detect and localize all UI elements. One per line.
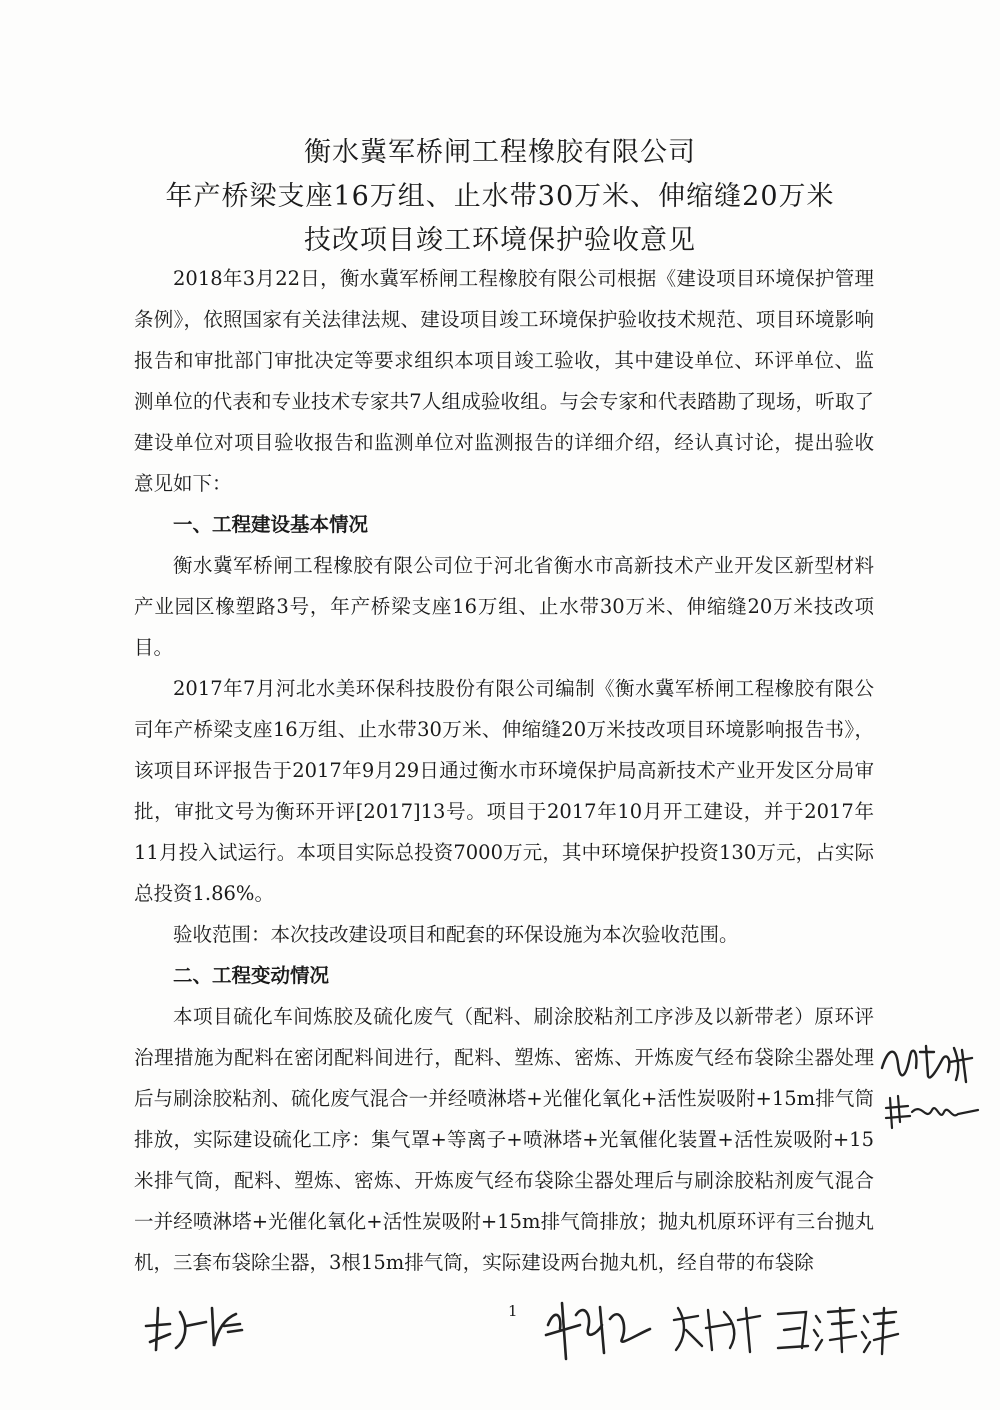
title-project: 年产桥梁支座16万组、止水带30万米、伸缩缝20万米 bbox=[165, 181, 835, 212]
section2-heading: 二、工程变动情况 bbox=[173, 964, 330, 987]
signature-right-top bbox=[876, 1038, 976, 1088]
intro-paragraph: 2018年3月22日，衡水冀军桥闸工程橡胶有限公司根据《建设项目环境保护管理条例》，依照国家有关法律法规、建设项目竣工环境保护验收技术规范、项目环境影响报告和审批部门审批决定等要求组织本项目竣工验收，其中建设单位、环评单位、监测单位的代表和专业技术专家共7人组成验收组。与会专家和代表踏勘了现场，听取了建设单位对项目验收报告和监测单位对监测报告的详细介绍，经认真讨论，提出验收意见如下： bbox=[134, 267, 874, 495]
signature-bottom-2 bbox=[668, 1300, 768, 1360]
section2-paragraph-changes: 本项目硫化车间炼胶及硫化废气（配料、刷涂胶粘剂工序涉及以新带老）原环评治理措施为配料在密闭配料间进行，配料、塑炼、密炼、开炼废气经布袋除尘器处理后与刷涂胶粘剂、硫化废气混合一并经喷淋塔+光催化氧化+活性炭吸附+15m排气筒排放，实际建设硫化工序：集气罩+等离子+喷淋塔+光氧催化装置+活性炭吸附+15米排气筒，配料、塑炼、密炼、开炼废气经布袋除尘器处理后与刷涂胶粘剂废气混合一并经喷淋塔+光催化氧化+活性炭吸附+15m排气筒排放；抛丸机原环评有三台抛丸机，三套布袋除尘器，3根15m排气筒，实际建设两台抛丸机，经自带的布袋除 bbox=[134, 1005, 874, 1274]
section1-paragraph-scope: 验收范围：本次技改建设项目和配套的环保设施为本次验收范围。 bbox=[173, 923, 739, 946]
signature-bottom-left bbox=[140, 1298, 250, 1358]
page-number: 1 bbox=[508, 1302, 518, 1320]
signature-right-bottom bbox=[882, 1092, 982, 1136]
signature-bottom-3 bbox=[772, 1300, 902, 1360]
section1-heading: 一、工程建设基本情况 bbox=[173, 513, 369, 536]
signature-bottom-1 bbox=[540, 1295, 660, 1365]
document-body bbox=[134, 258, 874, 1283]
title-company: 衡水冀军桥闸工程橡胶有限公司 bbox=[304, 137, 696, 168]
title-subject: 技改项目竣工环境保护验收意见 bbox=[304, 225, 696, 256]
section1-paragraph-approval: 2017年7月河北水美环保科技股份有限公司编制《衡水冀军桥闸工程橡胶有限公司年产桥梁支座16万组、止水带30万米、伸缩缝20万米技改项目环境影响报告书》，该项目环评报告于2017年9月29日通过衡水市环境保护局高新技术产业开发区分局审批，审批文号为衡环开评[2017]13号。项目于2017年10月开工建设，并于2017年11月投入试运行。本项目实际总投资7000万元，其中环境保护投资130万元，占实际总投资1.86%。 bbox=[134, 677, 874, 905]
section1-paragraph-location: 衡水冀军桥闸工程橡胶有限公司位于河北省衡水市高新技术产业开发区新型材料产业园区橡塑路3号，年产桥梁支座16万组、止水带30万米、伸缩缝20万米技改项目。 bbox=[134, 554, 874, 659]
